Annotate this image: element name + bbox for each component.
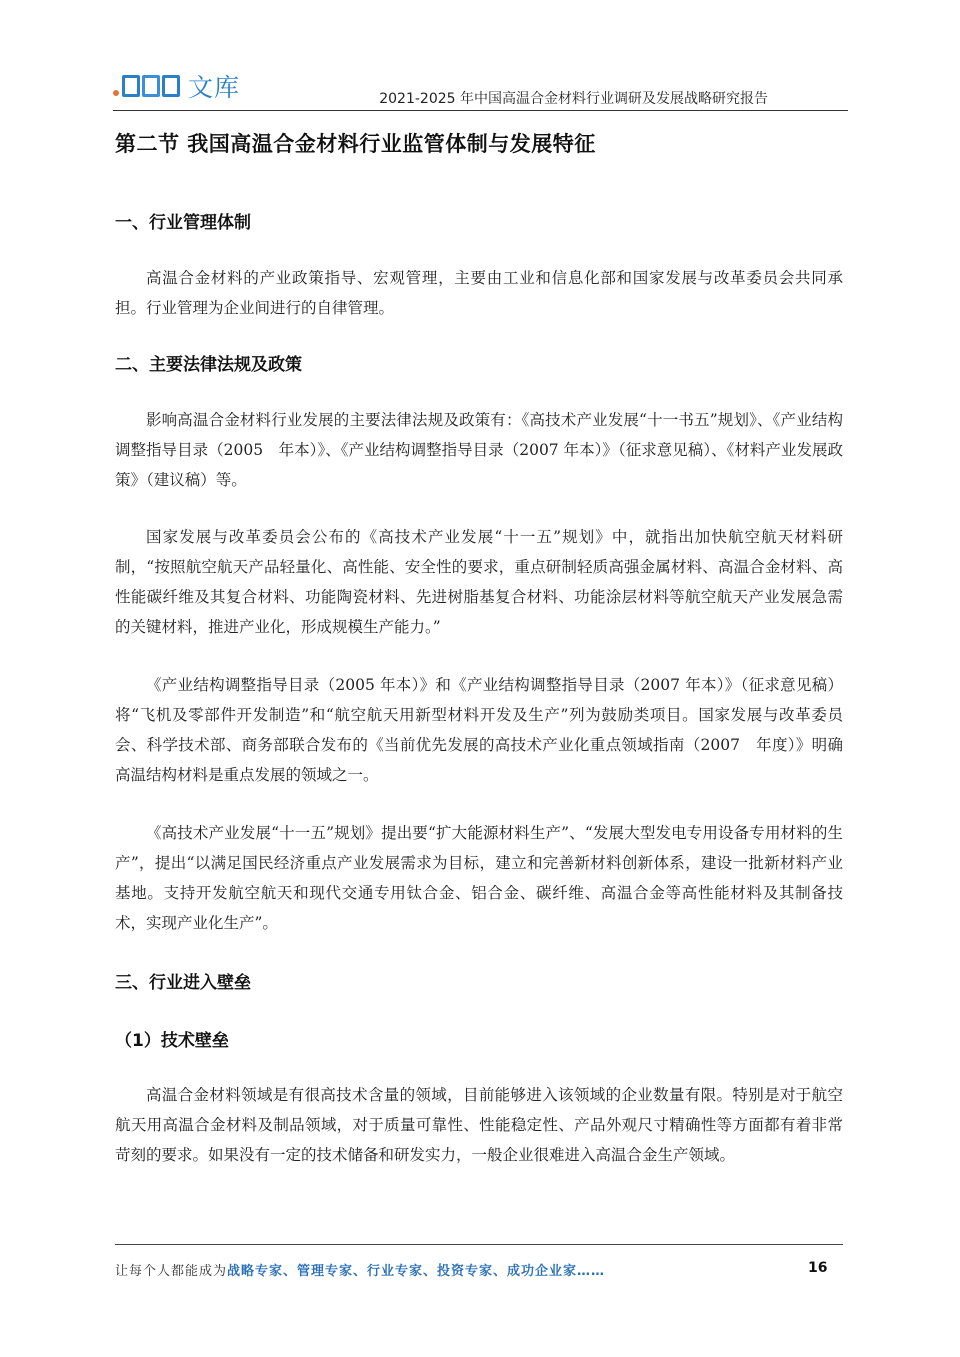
- subsection-title-barriers: 三、行业进入壁垒: [115, 973, 251, 993]
- paragraph-laws-3: 《产业结构调整指导目录（2005 年本）》和《产业结构调整指导目录（2007 年本）》（征求意见稿）将“飞机及零部件开发制造”和“航空航天用新型材料开发及生产”列为鼓励类项目。国家发展与改革委员会、科学技术部、商务部联合发布的《当前优先发展的高技术产业化重点领域指南（2007 年度）》明确高温结构材料是重点发展的领域之一。: [115, 676, 843, 784]
- page-content: [115, 128, 843, 1164]
- footer-divider: [115, 1244, 843, 1245]
- page-number: 16: [808, 1260, 828, 1276]
- page-header: [113, 66, 848, 111]
- paragraph-laws-4: 《高技术产业发展“十一五”规划》提出要“扩大能源材料生产”、“发展大型发电专用设备专用材料的生产”，提出“以满足国民经济重点产业发展需求为目标，建立和完善新材料创新体系，建设一批新材料产业基地。支持开发航空航天和现代交通专用钛合金、铝合金、碳纤维、高温合金等高性能材料及其制备技术，实现产业化生产”。: [115, 824, 843, 932]
- paragraph-tech-barrier: 高温合金材料领域是有很高技术含量的领域，目前能够进入该领域的企业数量有限。特别是对于航空航天用高温合金材料及制品领域，对于质量可靠性、性能稳定性、产品外观尺寸精确性等方面都有着非常苛刻的要求。如果没有一定的技术储备和研发实力，一般企业很难进入高温合金生产领域。: [115, 1086, 843, 1164]
- paragraph-laws-1: 影响高温合金材料行业发展的主要法律法规及政策有：《高技术产业发展“十一书五”规划》、《产业结构调整指导目录（2005 年本）》、《产业结构调整指导目录（2007 年本）》（征求意见稿）、《材料产业发展政策》（建议稿）等。: [115, 411, 843, 489]
- report-title: 2021-2025 年中国高温合金材料行业调研及发展战略研究报告: [379, 91, 768, 107]
- logo-mark-icon: [122, 75, 180, 97]
- subsubsection-title-tech-barrier: （1）技术壁垒: [115, 1031, 229, 1051]
- subsection-title-laws: 二、主要法律法规及政策: [115, 355, 302, 375]
- paragraph-management: 高温合金材料的产业政策指导、宏观管理，主要由工业和信息化部和国家发展与改革委员会共同承担。行业管理为企业间进行的自律管理。: [115, 269, 843, 317]
- subsection-title-management: 一、行业管理体制: [115, 213, 251, 233]
- logo-dot-icon: [113, 90, 119, 96]
- brand-logo: [113, 68, 240, 104]
- paragraph-laws-2: 国家发展与改革委员会公布的《高技术产业发展“十一五”规划》中，就指出加快航空航天材料研制，“按照航空航天产品轻量化、高性能、安全性的要求，重点研制轻质高强金属材料、高温合金材料、高性能碳纤维及其复合材料、功能陶瓷材料、先进树脂基复合材料、功能涂层材料等航空航天产业发展急需的关键材料，推进产业化，形成规模生产能力。”: [115, 528, 843, 636]
- logo-text: 文库: [188, 73, 241, 102]
- footer-slogan-highlight: 战略专家、管理专家、行业专家、投资专家、成功企业家……: [227, 1264, 606, 1279]
- section-title: 第二节 我国高温合金材料行业监管体制与发展特征: [115, 132, 596, 156]
- footer-slogan-prefix: 让每个人都能成为: [115, 1264, 228, 1279]
- footer-slogan: [115, 1260, 605, 1279]
